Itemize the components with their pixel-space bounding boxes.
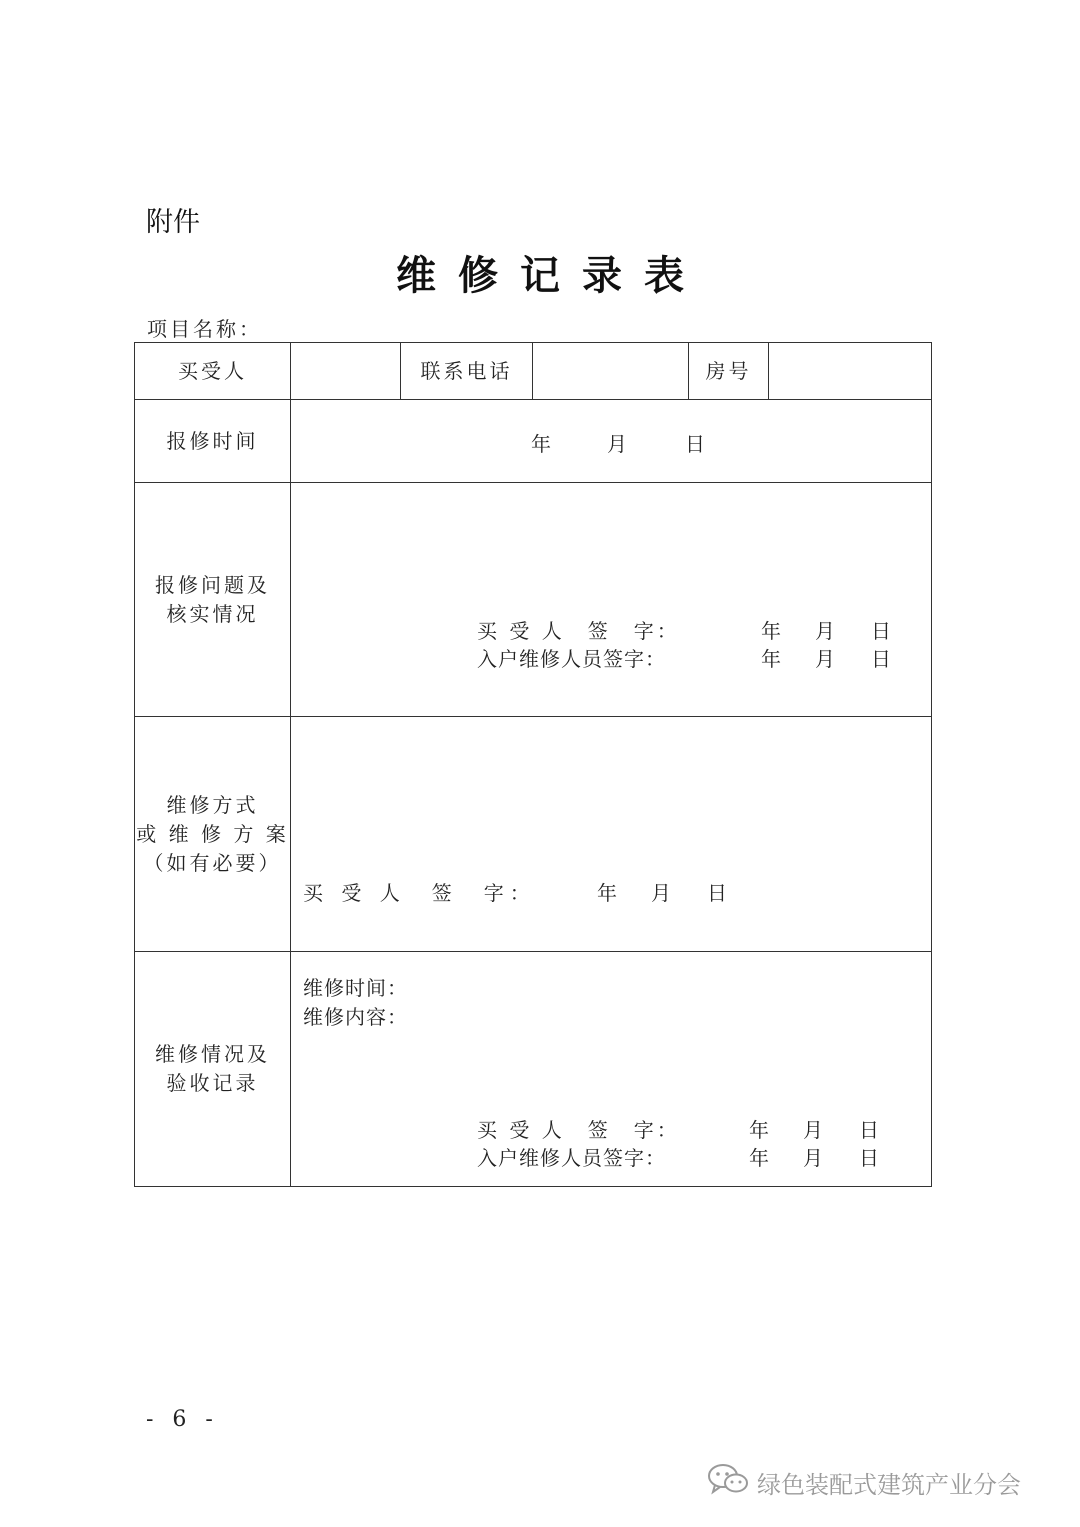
issue-label-line1: 报修问题及 [155, 572, 270, 597]
method-content-field[interactable] [291, 717, 932, 952]
issue-sign2-day: 日 [871, 647, 894, 671]
method-sign-year: 年 [597, 881, 620, 905]
buyer-label: 买受人 [135, 343, 291, 400]
room-label: 房号 [689, 343, 769, 400]
method-buyer-sign-label: 买 受 人 签 字： [303, 881, 536, 905]
attachment-label: 附件 [146, 207, 200, 238]
method-label-line2: 或 维 修 方 案 [136, 821, 289, 846]
method-label [135, 717, 291, 952]
acceptance-sign2-day: 日 [859, 1146, 882, 1170]
acceptance-sign1-year: 年 [749, 1118, 772, 1142]
report-time-field[interactable] [291, 400, 932, 483]
phone-label: 联系电话 [401, 343, 533, 400]
issue-sign1-day: 日 [871, 619, 894, 643]
report-time-label: 报修时间 [135, 400, 291, 483]
issue-sign2-year: 年 [761, 647, 784, 671]
method-label-line3: （如有必要） [143, 850, 282, 875]
watermark-text: 绿色装配式建筑产业分会 [757, 1471, 1021, 1499]
repair-record-table [134, 342, 932, 1187]
report-month: 月 [607, 432, 630, 456]
acceptance-sign1-day: 日 [859, 1118, 882, 1142]
acceptance-label-line1: 维修情况及 [155, 1042, 270, 1066]
acceptance-sign1-month: 月 [803, 1118, 826, 1142]
method-sign-day: 日 [707, 881, 730, 905]
row-report-time [135, 400, 932, 483]
method-sign-month: 月 [651, 881, 674, 905]
issue-sign1-year: 年 [761, 619, 784, 643]
issue-buyer-sign-label: 买 受 人 签 字： [477, 619, 680, 643]
issue-label [135, 483, 291, 717]
acceptance-sign2-month: 月 [803, 1146, 826, 1170]
page-title: 维修记录表 [396, 253, 706, 299]
project-name-label: 项目名称： [147, 317, 262, 341]
repair-time-label: 维修时间： [303, 976, 408, 1000]
report-year: 年 [531, 432, 554, 456]
issue-sign2-month: 月 [815, 647, 838, 671]
repair-content-label: 维修内容： [303, 1005, 408, 1029]
acceptance-content-field[interactable] [291, 952, 932, 1187]
issue-label-line2: 核实情况 [166, 601, 259, 626]
row-buyer-info [135, 343, 932, 400]
issue-content-field[interactable] [291, 483, 932, 717]
acceptance-label [135, 952, 291, 1187]
acceptance-sign2-year: 年 [749, 1146, 772, 1170]
acceptance-label-line2: 验收记录 [166, 1071, 259, 1095]
page-number: - 6 - [146, 1407, 219, 1432]
acceptance-buyer-sign-label: 买 受 人 签 字： [477, 1118, 680, 1142]
report-day: 日 [685, 432, 708, 456]
acceptance-staff-sign-label: 入户维修人员签字： [477, 1146, 666, 1170]
issue-sign1-month: 月 [815, 619, 838, 643]
row-repair-acceptance [135, 952, 932, 1187]
row-repair-method [135, 717, 932, 952]
wechat-icon [707, 1462, 751, 1500]
phone-field[interactable] [533, 343, 689, 400]
row-issue-verification [135, 483, 932, 717]
room-field[interactable] [769, 343, 932, 400]
method-label-line1: 维修方式 [166, 792, 259, 817]
buyer-field[interactable] [291, 343, 401, 400]
issue-staff-sign-label: 入户维修人员签字： [477, 647, 666, 671]
